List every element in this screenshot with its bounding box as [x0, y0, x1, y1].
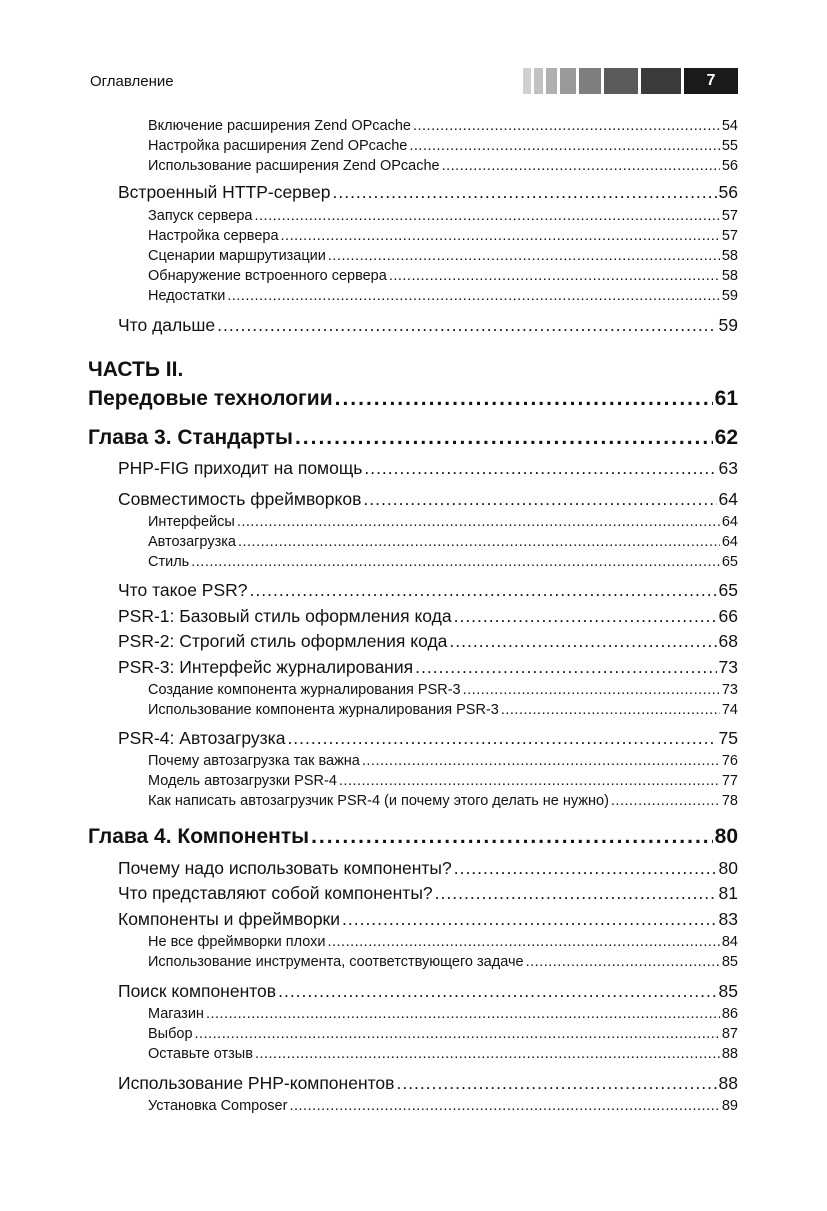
toc-entry-page: 61 — [714, 387, 738, 410]
toc-entry-title: Поиск компонентов — [118, 981, 277, 1001]
toc-entry-page: 83 — [718, 909, 738, 929]
toc-entry-title: Обнаружение встроенного сервера — [148, 268, 387, 284]
toc-entry-page: 80 — [718, 858, 738, 878]
toc-entry[interactable] — [118, 578, 738, 602]
toc-entry[interactable] — [148, 136, 738, 156]
toc-entry-title: Как написать автозагрузчик PSR-4 (и почему этого делать не нужно) — [148, 793, 609, 809]
toc-entry[interactable] — [148, 226, 738, 246]
toc-entry-page: 54 — [721, 118, 738, 134]
toc-entry-title: Что дальше — [118, 315, 216, 335]
toc-entry[interactable] — [148, 206, 738, 226]
toc-entry-title: Использование PHP-компонентов — [118, 1073, 395, 1093]
toc-entry-title: Почему автозагрузка так важна — [148, 753, 360, 769]
toc-entry-title: PHP-FIG приходит на помощь — [118, 458, 363, 478]
toc-entry-title: Использование инструмента, соответствующего задаче — [148, 954, 524, 970]
toc-entry-title: Недостатки — [148, 288, 226, 304]
toc-entry-title: Настройка расширения Zend OPcache — [148, 138, 408, 154]
toc-entry[interactable] — [118, 487, 738, 511]
toc-entry-title: Создание компонента журналирования PSR-3 — [148, 682, 461, 698]
toc-entry[interactable] — [118, 726, 738, 750]
toc-entry-page: 64 — [721, 514, 738, 530]
toc-entry-title: Установка Composer — [148, 1098, 288, 1114]
toc-entry-title: PSR-1: Базовый стиль оформления кода — [118, 606, 452, 626]
toc-entry[interactable] — [148, 791, 738, 811]
toc-entry-page: 88 — [721, 1046, 738, 1062]
toc-entry[interactable] — [148, 286, 738, 306]
toc-entry-title: Компоненты и фреймворки — [118, 909, 340, 929]
toc-entry-title: Почему надо использовать компоненты? — [118, 858, 452, 878]
toc-entry-page: 78 — [721, 793, 738, 809]
toc-entry-page: 64 — [718, 489, 738, 509]
toc-entry-title: Встроенный HTTP-сервер — [118, 182, 331, 202]
toc-entry-page: 56 — [718, 182, 738, 202]
part-label: ЧАСТЬ II. — [88, 358, 184, 381]
toc-entry[interactable] — [148, 512, 738, 532]
toc-entry-page: 84 — [721, 934, 738, 950]
toc-entry-page: 59 — [718, 315, 738, 335]
toc-part-entry[interactable] — [88, 385, 738, 413]
header-bar — [546, 68, 557, 94]
toc-entry-title: Использование компонента журналирования PSR-3 — [148, 702, 499, 718]
toc-entry-title: Магазин — [148, 1006, 204, 1022]
toc-entry-page: 66 — [718, 606, 738, 626]
running-header — [90, 68, 738, 94]
toc-entry[interactable] — [148, 952, 738, 972]
toc-entry-page: 56 — [721, 158, 738, 174]
toc-entry[interactable] — [118, 1071, 738, 1095]
toc-entry[interactable] — [148, 1004, 738, 1024]
toc-entry-title: Совместимость фреймворков — [118, 489, 362, 509]
toc-entry[interactable] — [118, 604, 738, 628]
toc-entry[interactable] — [118, 907, 738, 931]
header-bar — [579, 68, 601, 94]
toc-entry-page: 85 — [718, 981, 738, 1001]
toc-entry-title: Включение расширения Zend OPcache — [148, 118, 411, 134]
toc-entry-page: 58 — [721, 268, 738, 284]
toc-entry[interactable] — [118, 655, 738, 679]
toc-entry-title: Интерфейсы — [148, 514, 235, 530]
header-decoration — [520, 68, 738, 94]
toc-entry[interactable] — [148, 246, 738, 266]
toc-entry-page: 87 — [721, 1026, 738, 1042]
toc-entry-title: Использование расширения Zend OPcache — [148, 158, 440, 174]
header-bar — [560, 68, 576, 94]
toc-entry[interactable] — [148, 1044, 738, 1064]
toc-entry-title: Не все фреймворки плохи — [148, 934, 326, 950]
toc-entry-title: Стиль — [148, 554, 190, 570]
toc-entry-page: 86 — [721, 1006, 738, 1022]
toc-entry-page: 57 — [721, 208, 738, 224]
toc-entry-page: 81 — [718, 883, 738, 903]
toc-entry[interactable] — [118, 629, 738, 653]
toc-entry[interactable] — [148, 1096, 738, 1116]
toc-entry-page: 88 — [718, 1073, 738, 1093]
header-bar — [523, 68, 531, 94]
toc-entry-page: 80 — [714, 825, 738, 848]
toc-entry-page: 73 — [718, 657, 738, 677]
toc-entry-page: 63 — [718, 458, 738, 478]
toc-entry-page: 65 — [718, 580, 738, 600]
toc-entry[interactable] — [148, 532, 738, 552]
toc-entry[interactable] — [118, 313, 738, 337]
toc-entry-title: PSR-2: Строгий стиль оформления кода — [118, 631, 448, 651]
toc-entry[interactable] — [148, 771, 738, 791]
toc-entry[interactable] — [148, 156, 738, 176]
toc-entry-title: Запуск сервера — [148, 208, 253, 224]
toc-entry-title: Передовые технологии — [88, 387, 333, 410]
toc-entry-title: Сценарии маршрутизации — [148, 248, 326, 264]
toc-entry[interactable] — [148, 116, 738, 136]
toc-entry[interactable] — [148, 932, 738, 952]
toc-entry[interactable] — [148, 552, 738, 572]
toc-entry-title: Оставьте отзыв — [148, 1046, 253, 1062]
toc-entry-title: Глава 4. Компоненты — [88, 825, 310, 848]
header-bar — [604, 68, 638, 94]
toc-entry[interactable] — [148, 751, 738, 771]
toc-entry-page: 73 — [721, 682, 738, 698]
toc-entry[interactable] — [118, 456, 738, 480]
toc-entry-page: 57 — [721, 228, 738, 244]
toc-entry-page: 76 — [721, 753, 738, 769]
header-title: Оглавление — [90, 73, 174, 90]
header-bar — [641, 68, 681, 94]
toc-entry-title: Что представляют собой компоненты? — [118, 883, 433, 903]
toc-entry[interactable] — [118, 881, 738, 905]
toc-entry-title: Модель автозагрузки PSR-4 — [148, 773, 337, 789]
toc-entry-page: 85 — [721, 954, 738, 970]
toc-entry-title: Настройка сервера — [148, 228, 279, 244]
toc-entry-page: 74 — [721, 702, 738, 718]
toc-entry-page: 89 — [721, 1098, 738, 1114]
toc-entry[interactable] — [118, 856, 738, 880]
toc-entry-title: Что такое PSR? — [118, 580, 248, 600]
toc-entry-page: 65 — [721, 554, 738, 570]
toc-chapter-entry[interactable] — [88, 424, 738, 452]
toc-entry-page: 58 — [721, 248, 738, 264]
toc-entry-title: Глава 3. Стандарты — [88, 426, 293, 449]
toc-entry-title: Выбор — [148, 1026, 193, 1042]
toc-entry-page: 68 — [718, 631, 738, 651]
toc-entry-title: Автозагрузка — [148, 534, 236, 550]
toc-entry[interactable] — [118, 180, 738, 204]
toc-entry[interactable] — [148, 1024, 738, 1044]
toc-entry-page: 59 — [721, 288, 738, 304]
toc-entry-page: 62 — [714, 426, 738, 449]
toc-entry-page: 77 — [721, 773, 738, 789]
toc-entry[interactable] — [118, 979, 738, 1003]
page-number: 7 — [684, 68, 738, 94]
toc-entry-page: 75 — [718, 728, 738, 748]
toc-entry-page: 64 — [721, 534, 738, 550]
toc-entry[interactable] — [148, 680, 738, 700]
toc-entry-page: 55 — [721, 138, 738, 154]
toc-entry[interactable] — [148, 266, 738, 286]
header-bar — [534, 68, 543, 94]
toc-chapter-entry[interactable] — [88, 823, 738, 851]
toc-entry-title: PSR-4: Автозагрузка — [118, 728, 286, 748]
toc-entry[interactable] — [148, 700, 738, 720]
toc-entry-title: PSR-3: Интерфейс журналирования — [118, 657, 414, 677]
